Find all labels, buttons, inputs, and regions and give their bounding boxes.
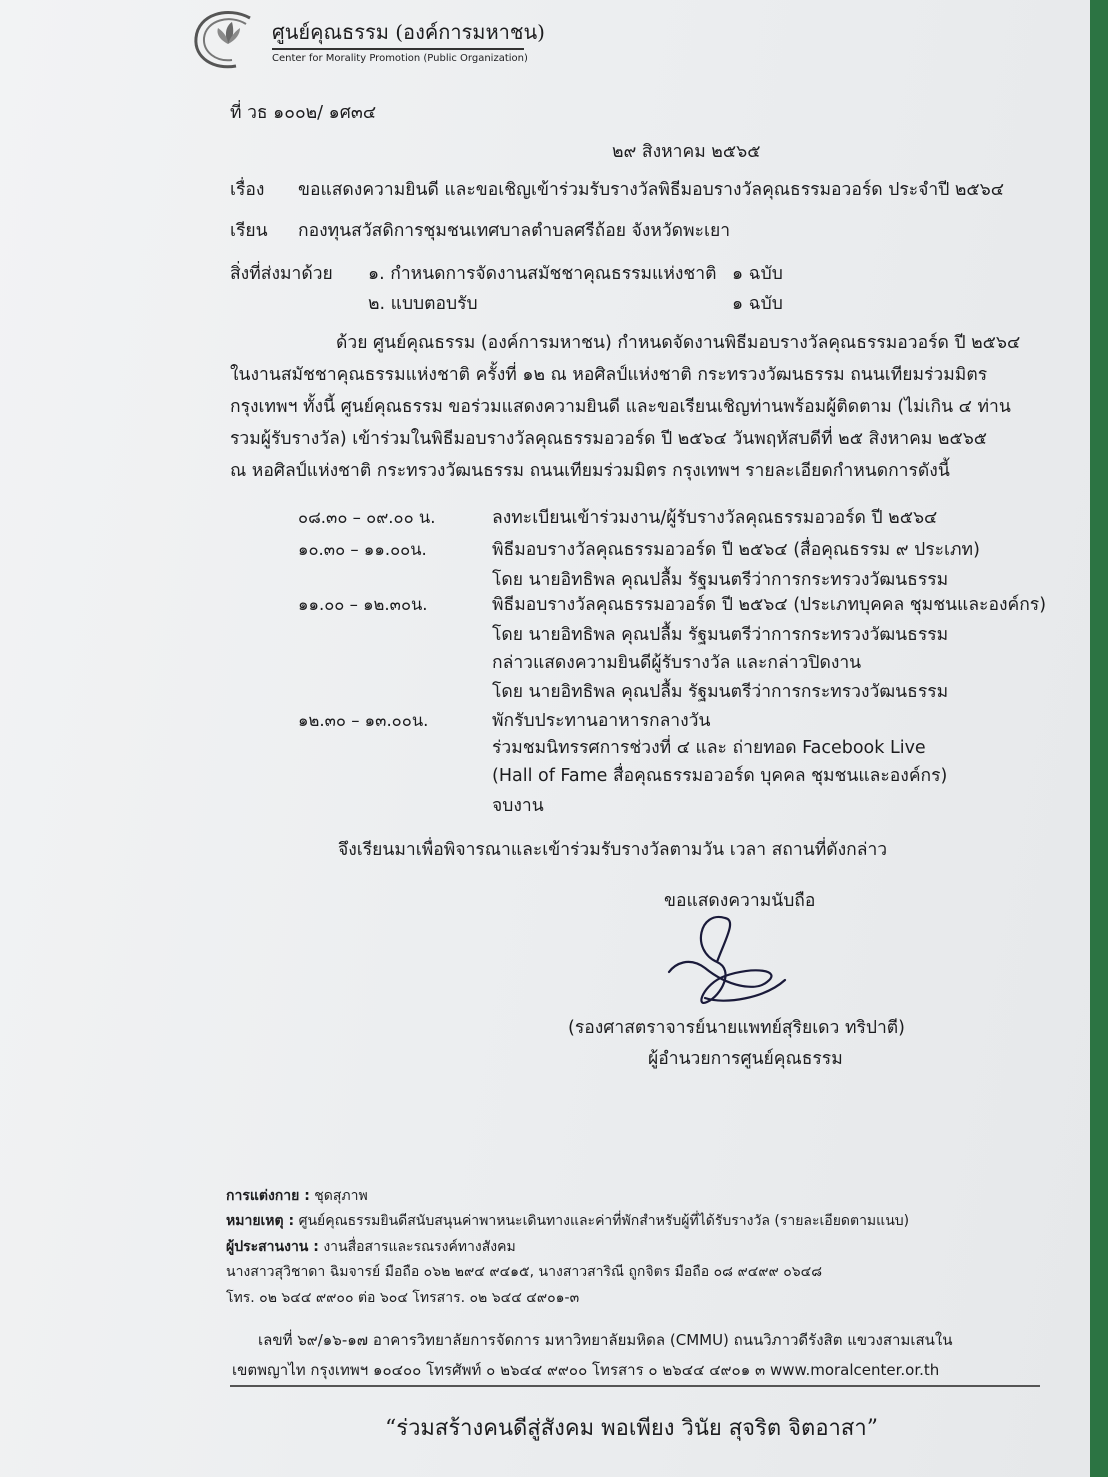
dress-code-note <box>226 1185 368 1207</box>
org-name-thai: ศูนย์คุณธรรม (องค์การมหาชน) <box>272 20 545 44</box>
body-line: ด้วย ศูนย์คุณธรรม (องค์การมหาชน) กำหนดจัดงานพิธีมอบรางวัลคุณธรรมอวอร์ด ปี ๒๕๖๔ <box>336 333 1021 353</box>
handwritten-signature <box>655 910 805 1015</box>
dress-code-value: ชุดสุภาพ <box>314 1188 368 1204</box>
body-line: รวมผู้รับรางวัล) เข้าร่วมในพิธีมอบรางวัลคุณธรรมอวอร์ด ปี ๒๕๖๔ วันพฤหัสบดีที่ ๒๕ สิงหาคม ๒๕๖๕ <box>230 429 988 449</box>
subject-label: เรื่อง <box>230 180 265 200</box>
remark-note <box>226 1210 909 1232</box>
remark-label: หมายเหตุ : <box>226 1213 295 1229</box>
footer-address-line: เขตพญาไท กรุงเทพฯ ๑๐๔๐๐ โทรศัพท์ ๐ ๒๖๔๔ ๙๙๐๐ โทรสาร ๐ ๒๖๔๔ ๔๙๐๑ ๓ www.moralcenter.or.th <box>232 1361 940 1379</box>
schedule-time: ๑๑.๐๐ – ๑๒.๓๐น. <box>298 595 428 614</box>
salutation: ขอแสดงความนับถือ <box>664 891 816 911</box>
closing-paragraph: จึงเรียนมาเพื่อพิจารณาและเข้าร่วมรับรางวัลตามวัน เวลา สถานที่ดังกล่าว <box>338 840 888 860</box>
recipient-label: เรียน <box>230 221 268 241</box>
recipient-text: กองทุนสวัสดิการชุมชนเทศบาลตำบลศรีถ้อย จังหวัดพะเยา <box>298 221 731 241</box>
schedule-item: ลงทะเบียนเข้าร่วมงาน/ผู้รับรางวัลคุณธรรมอวอร์ด ปี ๒๕๖๔ <box>492 508 938 528</box>
schedule-time: ๑๒.๓๐ – ๑๓.๐๐น. <box>298 711 429 730</box>
contact-persons: นางสาวสุวิชาดา ฉิมจารย์ มือถือ ๐๖๒ ๒๙๔ ๙๔๑๕, นางสาวสาริณี ถูกจิตร มือถือ ๐๘ ๙๔๙๙ ๐๖๔๘ <box>226 1264 823 1280</box>
coordinator-label: ผู้ประสานงาน : <box>226 1239 319 1255</box>
schedule-item: กล่าวแสดงความยินดีผู้รับรางวัล และกล่าวปิดงาน <box>492 653 862 673</box>
remark-text: ศูนย์คุณธรรมยินดีสนับสนุนค่าพาหนะเดินทางและค่าที่พักสำหรับผู้ที่ได้รับรางวัล (รายละเอียดตามแนบ) <box>298 1213 910 1229</box>
enclosure-qty: ๑ ฉบับ <box>732 264 783 284</box>
enclosures-label: สิ่งที่ส่งมาด้วย <box>230 264 333 284</box>
schedule-time: ๐๘.๓๐ – ๐๙.๐๐ น. <box>298 508 436 527</box>
enclosure-item: ๑. กำหนดการจัดงานสมัชชาคุณธรรมแห่งชาติ <box>368 264 717 284</box>
contact-phone: โทร. ๐๒ ๖๔๔ ๙๙๐๐ ต่อ ๖๐๔ โทรสาร. ๐๒ ๖๔๔ ๔๙๐๑-๓ <box>226 1290 580 1306</box>
reference-number: ที่ วธ ๑๐๐๒/ ๑ศ๓๔ <box>230 103 377 123</box>
signer-name: (รองศาสตราจารย์นายแพทย์สุริยเดว ทริปาตี) <box>568 1018 906 1038</box>
footer-address-line: เลขที่ ๖๙/๑๖-๑๗ อาคารวิทยาลัยการจัดการ มหาวิทยาลัยมหิดล (CMMU) ถนนวิภาวดีรังสิต แขวงสามเสนใน <box>258 1331 953 1349</box>
body-line: ณ หอศิลป์แห่งชาติ กระทรวงวัฒนธรรม ถนนเทียมร่วมมิตร กรุงเทพฯ รายละเอียดกำหนดการดังนี้ <box>230 461 950 481</box>
schedule-item: พิธีมอบรางวัลคุณธรรมอวอร์ด ปี ๒๕๖๔ (สื่อคุณธรรม ๙ ประเภท) <box>492 540 980 560</box>
org-name-english: Center for Morality Promotion (Public Organization) <box>272 53 528 64</box>
schedule-item: โดย นายอิทธิพล คุณปลื้ม รัฐมนตรีว่าการกระทรวงวัฒนธรรม <box>492 570 949 590</box>
schedule-item: (Hall of Fame สื่อคุณธรรมอวอร์ด บุคคล ชุมชนและองค์กร) <box>492 766 948 786</box>
subject-text: ขอแสดงความยินดี และขอเชิญเข้าร่วมรับรางวัลพิธีมอบรางวัลคุณธรรมอวอร์ด ประจำปี ๒๕๖๔ <box>298 180 1005 200</box>
dress-code-label: การแต่งกาย : <box>226 1188 310 1204</box>
schedule-item: พักรับประทานอาหารกลางวัน <box>492 711 711 731</box>
enclosure-qty: ๑ ฉบับ <box>732 294 783 314</box>
footer-divider <box>230 1385 1040 1387</box>
green-table-edge <box>1090 0 1108 1477</box>
signer-title: ผู้อำนวยการศูนย์คุณธรรม <box>648 1049 843 1069</box>
schedule-item: โดย นายอิทธิพล คุณปลื้ม รัฐมนตรีว่าการกระทรวงวัฒนธรรม <box>492 625 949 645</box>
coordinator-text: งานสื่อสารและรณรงค์ทางสังคม <box>323 1239 516 1255</box>
schedule-item: จบงาน <box>492 796 544 816</box>
schedule-item: ร่วมชมนิทรรศการช่วงที่ ๔ และ ถ่ายทอด Facebook Live <box>492 738 926 758</box>
schedule-item: โดย นายอิทธิพล คุณปลื้ม รัฐมนตรีว่าการกระทรวงวัฒนธรรม <box>492 682 949 702</box>
lotus-swirl-logo-icon <box>188 4 268 74</box>
letterhead-divider <box>272 48 524 50</box>
schedule-item: พิธีมอบรางวัลคุณธรรมอวอร์ด ปี ๒๕๖๔ (ประเภทบุคคล ชุมชนและองค์กร) <box>492 595 1047 615</box>
letter-date: ๒๙ สิงหาคม ๒๕๖๕ <box>612 142 761 162</box>
body-line: กรุงเทพฯ ทั้งนี้ ศูนย์คุณธรรม ขอร่วมแสดงความยินดี และขอเรียนเชิญท่านพร้อมผู้ติดตาม (ไม่เกิน ๔ ท่าน <box>230 397 1011 417</box>
schedule-time: ๑๐.๓๐ – ๑๑.๐๐น. <box>298 540 427 559</box>
footer-slogan: “ร่วมสร้างคนดีสู่สังคม พอเพียง วินัย สุจริต จิตอาสา” <box>385 1416 878 1441</box>
enclosure-item: ๒. แบบตอบรับ <box>368 294 478 314</box>
body-line: ในงานสมัชชาคุณธรรมแห่งชาติ ครั้งที่ ๑๒ ณ หอศิลป์แห่งชาติ กระทรวงวัฒนธรรม ถนนเทียมร่วมมิตร <box>230 365 988 385</box>
coordinator-note <box>226 1236 516 1258</box>
